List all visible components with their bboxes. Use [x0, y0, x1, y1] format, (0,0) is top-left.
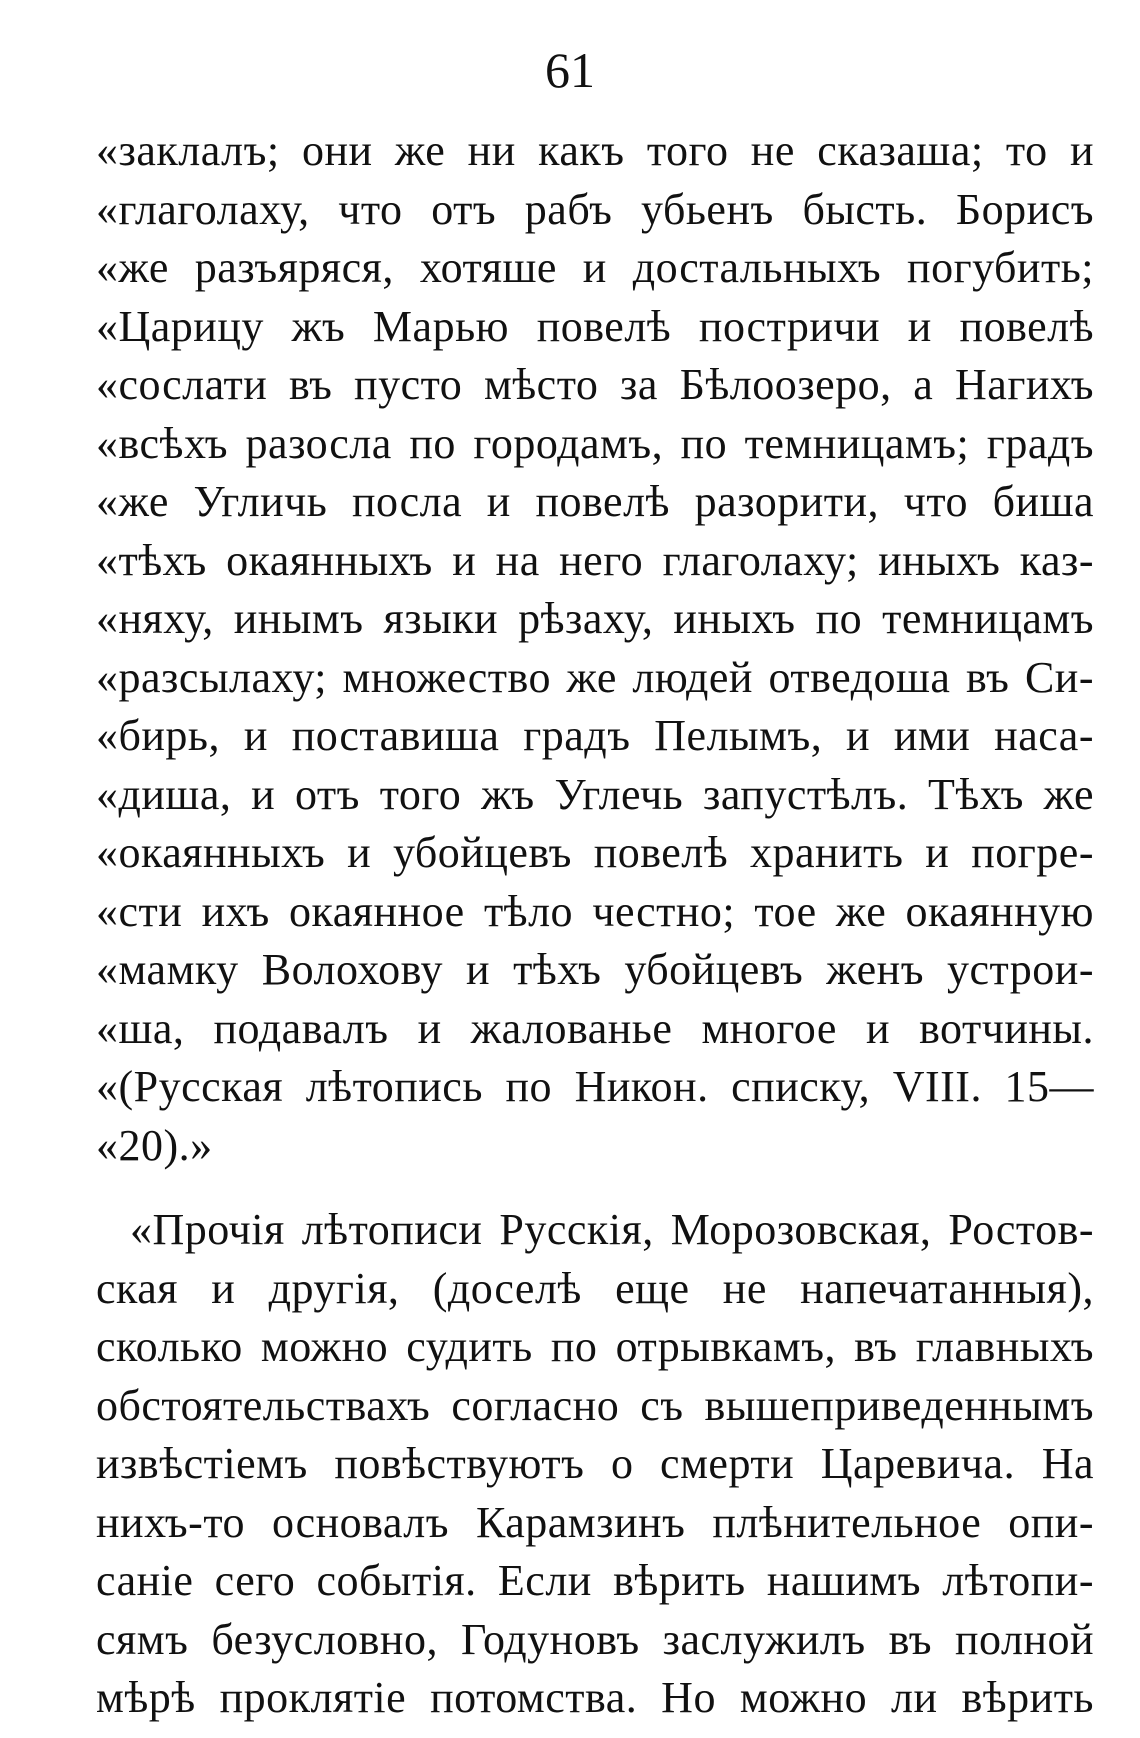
- text-line: сямъ безусловно, Годуновъ заслужилъ въ полной: [96, 1614, 1094, 1664]
- text-line: обстоятельствахъ согласно съ вышеприведеннымъ: [96, 1380, 1094, 1430]
- text-line: «Прочія лѣтописи Русскія, Морозовская, Ростов-: [130, 1205, 1094, 1254]
- text-line: «20).»: [96, 1120, 213, 1170]
- chronicle-quote: [96, 122, 1094, 1175]
- text-line: «мамку Волохову и тѣхъ убойцевъ женъ устрои-: [96, 945, 1094, 994]
- text-line: «заклалъ; они же ни какъ того не сказаша; то и: [96, 126, 1094, 175]
- text-line: «сослати въ пусто мѣсто за Бѣлоозеро, а Нагихъ: [96, 360, 1094, 409]
- text-line: «разсылаху; множество же людей отведоша въ Си-: [96, 652, 1094, 702]
- text-line: «же разъяряся, хотяше и достальныхъ погубить;: [96, 243, 1094, 292]
- text-line: «ша, подавалъ и жалованье многое и вотчины.: [96, 1003, 1094, 1053]
- text-line: «всѣхъ разосла по городамъ, по темницамъ; градъ: [96, 418, 1094, 468]
- text-line: «няху, инымъ языки рѣзаху, иныхъ по темницамъ: [96, 594, 1094, 643]
- text-line: «бирь, и поставиша градъ Пелымъ, и ими наса-: [96, 711, 1094, 760]
- text-line: мѣрѣ проклятіе потомства. Но можно ли вѣрить: [96, 1673, 1094, 1722]
- text-line: «диша, и отъ того жъ Углечь запустѣлъ. Тѣхъ же: [96, 769, 1094, 819]
- text-line: извѣстіемъ повѣствуютъ о смерти Царевича. На: [96, 1439, 1094, 1488]
- page-body: [96, 122, 1094, 1728]
- text-line: сколько можно судить по отрывкамъ, въ главныхъ: [96, 1322, 1094, 1371]
- text-line: саніе сего событія. Если вѣрить нашимъ лѣтопи-: [96, 1556, 1094, 1605]
- text-line: нихъ-то основалъ Карамзинъ плѣнительное опи-: [96, 1497, 1094, 1547]
- text-line: «(Русская лѣтопись по Никон. списку, VIII. 15—: [96, 1062, 1094, 1111]
- text-line: «окаянныхъ и убойцевъ повелѣ хранить и погре-: [96, 828, 1094, 877]
- page-number: 61: [545, 42, 595, 98]
- commentary-paragraph: [96, 1201, 1094, 1728]
- text-line: «Царицу жъ Марью повелѣ постричи и повелѣ: [96, 301, 1094, 351]
- text-line: ская и другія, (доселѣ еще не напечатанныя),: [96, 1263, 1094, 1313]
- text-line: «же Угличь посла и повелѣ разорити, что биша: [96, 477, 1094, 526]
- text-line: «тѣхъ окаянныхъ и на него глаголаху; иныхъ каз-: [96, 535, 1094, 585]
- text-line: «глаголаху, что отъ рабъ убьенъ бысть. Борисъ: [96, 184, 1094, 234]
- text-line: «сти ихъ окаянное тѣло честно; тое же окаянную: [96, 886, 1094, 936]
